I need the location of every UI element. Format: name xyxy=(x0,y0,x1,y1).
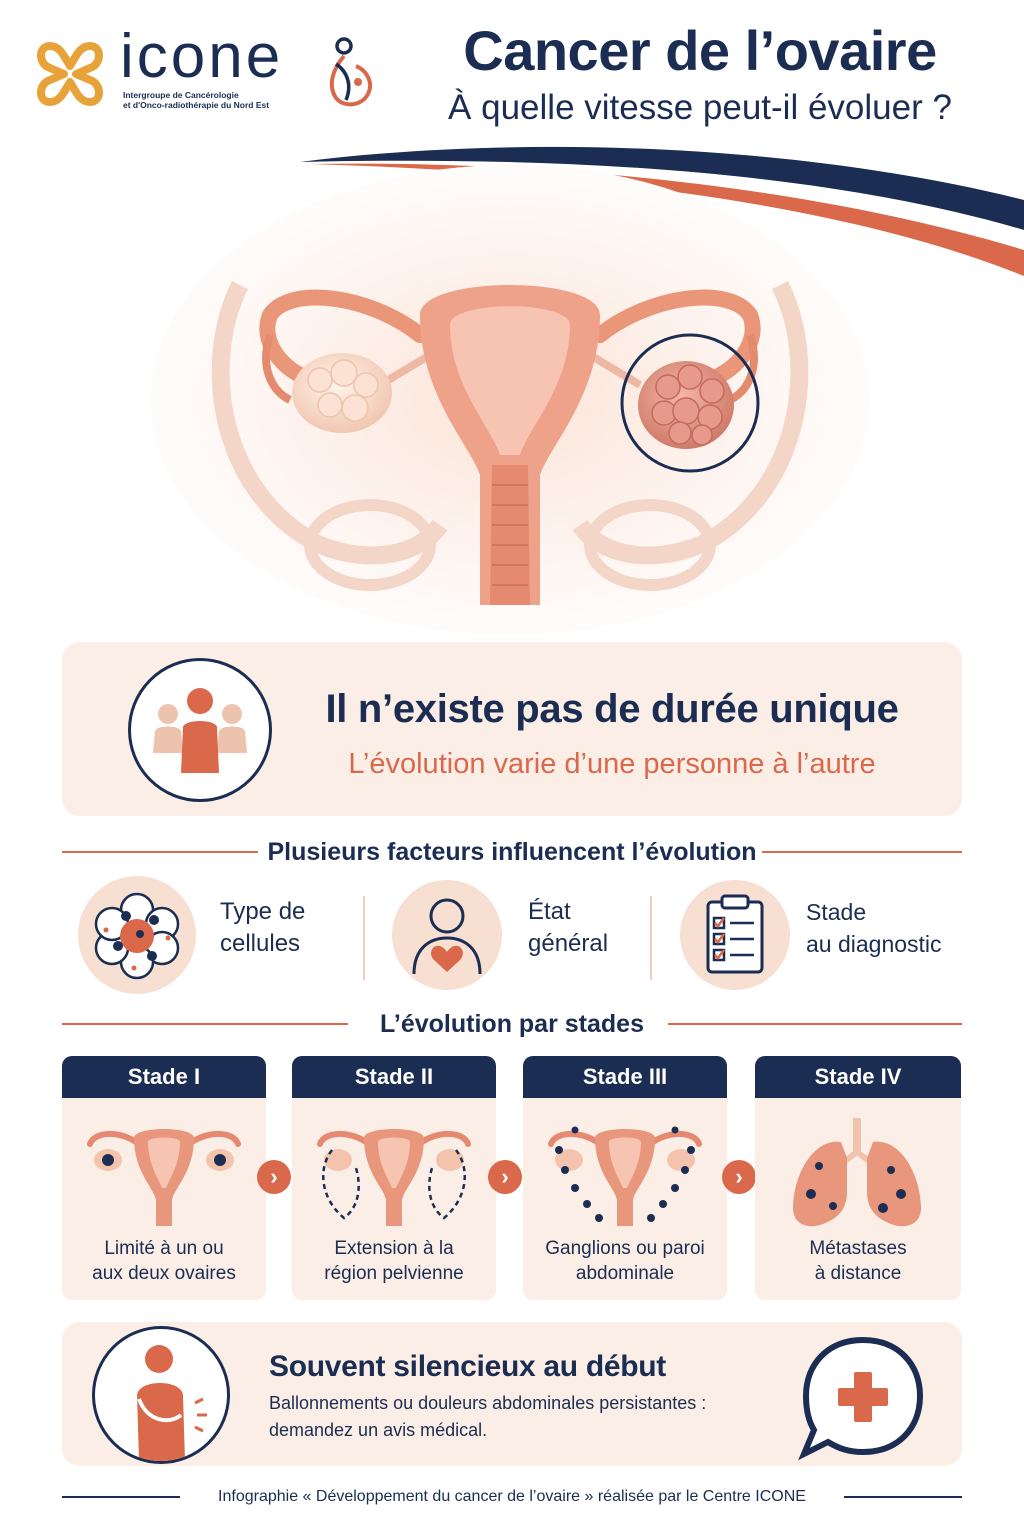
chevron-right-icon: › xyxy=(722,1160,756,1194)
footer-credit: Infographie « Développement du cancer de l’ovaire » réalisée par le Centre ICONE xyxy=(218,1488,806,1505)
stage-2-description: Extension à la région pelvienne xyxy=(324,1238,464,1284)
stage-card-4 xyxy=(755,1056,961,1300)
icone-logo-mark-icon xyxy=(36,38,104,110)
factor-cell-type-label: Type de cellules xyxy=(220,898,306,957)
chevron-right-icon: › xyxy=(488,1160,522,1194)
page-title: Cancer de l’ovaire xyxy=(463,19,937,82)
stage-3-uterus-icon xyxy=(535,1108,715,1238)
stage-4-header: Stade IV xyxy=(755,1056,961,1098)
uterus-ovaries-illustration xyxy=(120,165,900,635)
no-unique-duration-title: Il n’existe pas de durée unique xyxy=(325,687,899,731)
ribbon-figure-icon xyxy=(322,36,378,112)
woman-abdominal-pain-icon xyxy=(92,1326,230,1464)
factor-cell-type xyxy=(78,874,358,994)
no-unique-duration-card xyxy=(62,642,962,816)
stage-1-header: Stade I xyxy=(62,1056,266,1098)
factors-section-heading xyxy=(62,832,962,872)
silent-symptoms-text: Ballonnements ou douleurs abdominales persistantes : demandez un avis médical. xyxy=(269,1393,707,1440)
stage-4-description: Métastases à distance xyxy=(809,1238,907,1284)
stage-3-description: Ganglions ou paroi abdominale xyxy=(545,1238,705,1284)
lungs-icon xyxy=(767,1108,947,1238)
stage-2-header: Stade II xyxy=(292,1056,496,1098)
person-heart-icon xyxy=(392,880,502,990)
stage-1-uterus-icon xyxy=(74,1108,254,1238)
stage-card-1 xyxy=(62,1056,266,1300)
stages-heading-label: L’évolution par stades xyxy=(380,1010,644,1038)
footer xyxy=(62,1482,962,1512)
medical-cross-icon xyxy=(798,1332,928,1462)
logo-wordmark: icone xyxy=(120,22,284,91)
factors-heading-label: Plusieurs facteurs influencent l’évolution xyxy=(267,838,757,866)
people-icon xyxy=(128,658,272,802)
stage-1-description: Limité à un ou aux deux ovaires xyxy=(92,1238,236,1284)
stage-card-2 xyxy=(292,1056,496,1300)
no-unique-duration-subtitle: L’évolution varie d’une personne à l’autre xyxy=(348,748,876,780)
stage-card-3 xyxy=(523,1056,727,1300)
factor-divider xyxy=(650,896,652,980)
cells-icon xyxy=(78,876,196,994)
clipboard-checklist-icon xyxy=(680,880,790,990)
silent-symptoms-card xyxy=(62,1322,962,1466)
factor-general-health xyxy=(392,874,652,994)
chevron-right-icon: › xyxy=(257,1160,291,1194)
factor-stage-label: Stade au diagnostic xyxy=(806,899,942,957)
stage-3-header: Stade III xyxy=(523,1056,727,1098)
page-subtitle: À quelle vitesse peut-il évoluer ? xyxy=(448,88,952,127)
factor-general-health-label: État général xyxy=(528,898,609,957)
silent-symptoms-title: Souvent silencieux au début xyxy=(269,1350,666,1383)
factor-divider xyxy=(363,896,365,980)
logo-subtitle: Intergroupe de Cancérologie et d'Onco-radiothérapie du Nord Est xyxy=(123,90,270,110)
factor-stage-at-diagnosis xyxy=(680,874,970,994)
header xyxy=(0,0,1024,150)
stages-section-heading xyxy=(62,1004,962,1044)
stage-2-uterus-icon xyxy=(304,1108,484,1238)
